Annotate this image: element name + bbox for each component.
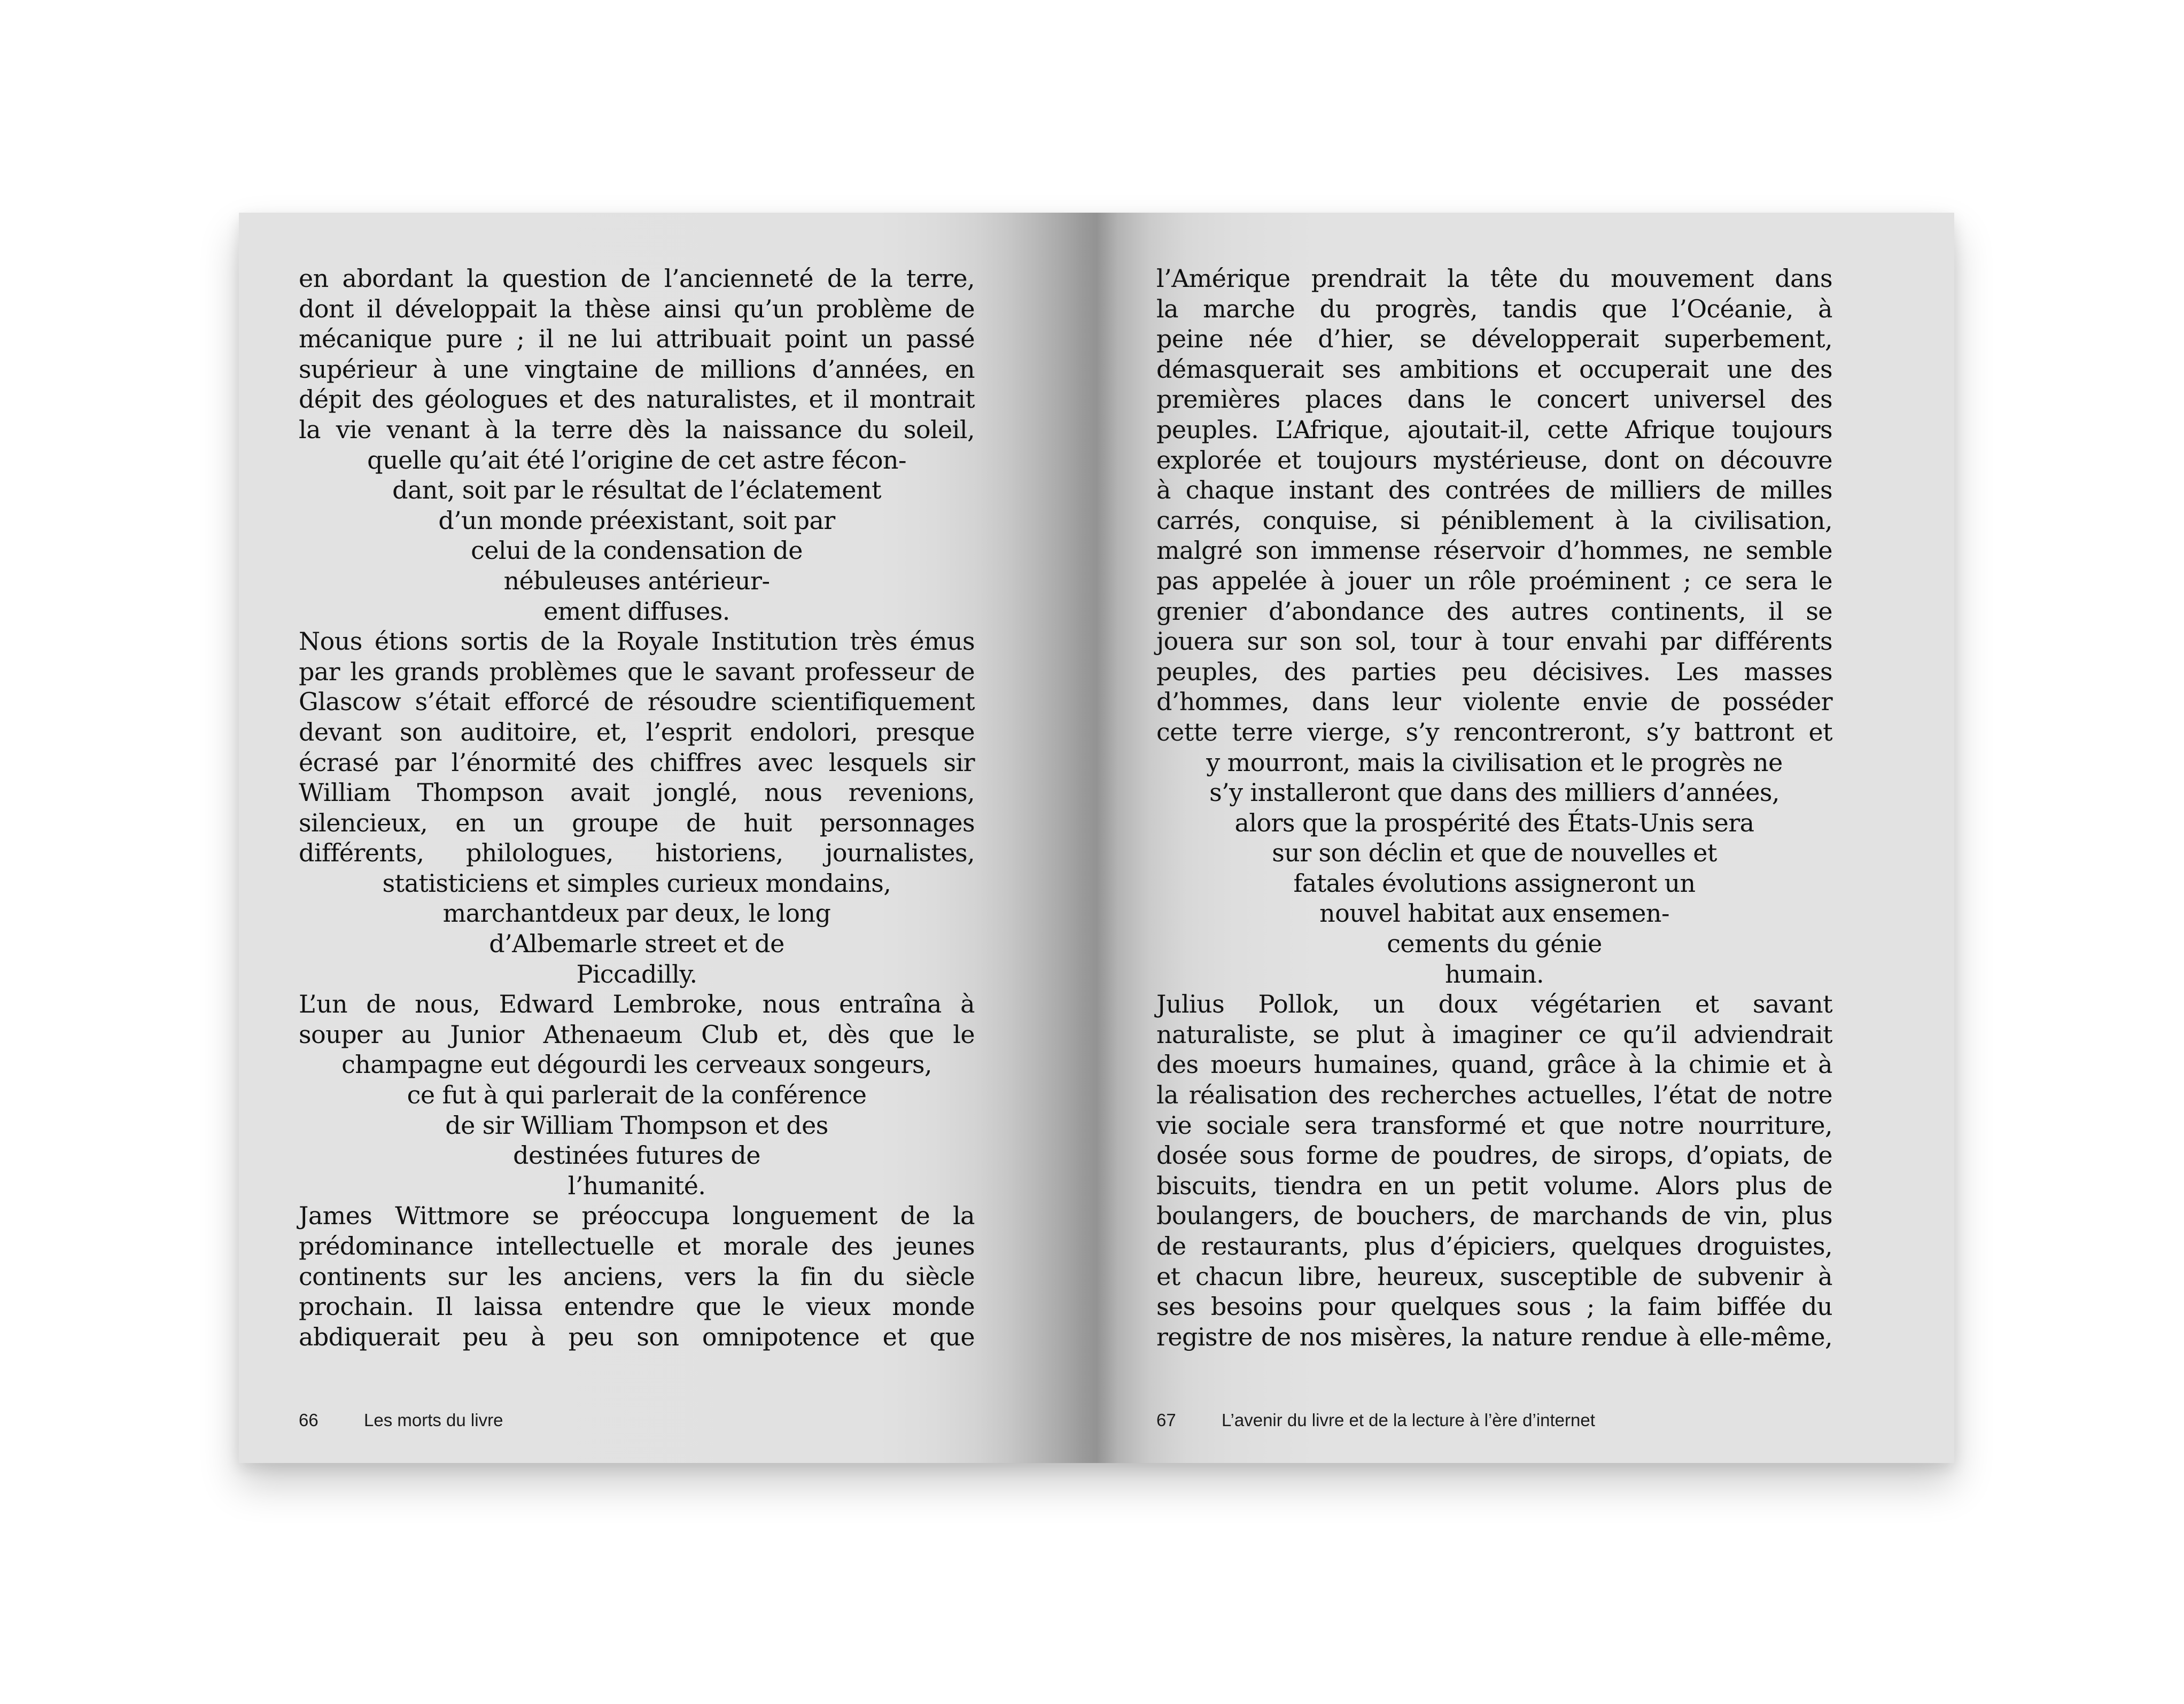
text-line: devant son auditoire, et, l’esprit endolori, presque: [299, 717, 975, 746]
text-line: à chaque instant des contrées de milliers de milles: [1156, 476, 1832, 505]
text-line: abdiquerait peu à peu son omnipotence et que: [299, 1322, 975, 1351]
text-line: registre de nos misères, la nature rendue à elle-même,: [1156, 1322, 1832, 1351]
text-line: d’Albemarle street et de: [489, 929, 784, 959]
text-line: pas appelée à jouer un rôle proéminent ; ce sera le: [1156, 566, 1832, 595]
text-line: démasquerait ses ambitions et occuperait une des: [1156, 354, 1832, 384]
text-line: et chacun libre, heureux, susceptible de subvenir à: [1156, 1262, 1832, 1291]
text-line: sur son déclin et que de nouvelles et: [1272, 838, 1717, 868]
page-number: 66: [299, 1410, 318, 1430]
text-line: peine née d’hier, se développerait superbement,: [1156, 324, 1832, 354]
text-line: en abordant la question de l’ancienneté de la terre,: [299, 264, 975, 293]
text-line: James Wittmore se préoccupa longuement de la: [299, 1201, 975, 1231]
text-line: la marche du progrès, tandis que l’Océanie, à: [1156, 294, 1832, 323]
text-line: ses besoins pour quelques sous ; la faim biffée du: [1156, 1292, 1832, 1321]
text-line: premières places dans le concert universel des: [1156, 385, 1832, 414]
text-line: de sir William Thompson et des: [445, 1110, 828, 1140]
text-line: dosée sous forme de poudres, de sirops, d’opiats, de: [1156, 1141, 1832, 1170]
text-line: Piccadilly.: [576, 959, 697, 989]
text-line: continents sur les anciens, vers la fin du siècle: [299, 1262, 975, 1291]
text-line: carrés, conquise, si péniblement à la civilisation,: [1156, 505, 1832, 535]
text-line: vie sociale sera transformé et que notre nourriture,: [1156, 1110, 1832, 1140]
text-line: prédominance intellectuelle et morale des jeunes: [299, 1232, 975, 1261]
text-line: d’hommes, dans leur violente envie de posséder: [1156, 687, 1832, 717]
text-line: ce fut à qui parlerait de la conférence: [407, 1080, 867, 1110]
text-line: L’un de nous, Edward Lembroke, nous entraîna à: [299, 990, 975, 1019]
page-number: 67: [1156, 1410, 1176, 1430]
text-line: Nous étions sortis de la Royale Institution très émus: [299, 627, 975, 656]
text-line: alors que la prospérité des États-Unis sera: [1234, 808, 1754, 837]
book-spread: [239, 213, 1954, 1463]
text-line: Julius Pollok, un doux végétarien et savant: [1156, 990, 1832, 1019]
text-line: cements du génie: [1387, 929, 1602, 959]
running-title: L’avenir du livre et de la lecture à l’ère d’internet: [1222, 1410, 1595, 1430]
text-line: l’Amérique prendrait la tête du mouvement dans: [1156, 264, 1832, 293]
text-line: jouera sur son sol, tour à tour envahi par différents: [1156, 627, 1832, 656]
right-page-folio: [1156, 1410, 1595, 1431]
text-line: la vie venant à la terre dès la naissance du soleil,: [299, 415, 975, 444]
text-line: marchantdeux par deux, le long: [442, 899, 831, 928]
text-line: écrasé par l’énormité des chiffres avec lesquels sir: [299, 748, 975, 777]
text-line: William Thompson avait jonglé, nous revenions,: [299, 778, 975, 807]
text-line: dépit des géologues et des naturalistes, et il montrait: [299, 385, 975, 414]
text-line: l’humanité.: [568, 1171, 706, 1200]
text-line: malgré son immense réservoir d’hommes, ne semble: [1156, 536, 1832, 565]
text-line: destinées futures de: [513, 1141, 760, 1170]
text-line: naturaliste, se plut à imaginer ce qu’il adviendrait: [1156, 1020, 1832, 1049]
text-line: dont il développait la thèse ainsi qu’un problème de: [299, 294, 975, 323]
text-line: de restaurants, plus d’épiciers, quelques droguistes,: [1156, 1232, 1832, 1261]
text-line: fatales évolutions assigneront un: [1293, 868, 1696, 898]
text-line: différents, philologues, historiens, journalistes,: [299, 838, 975, 868]
text-line: explorée et toujours mystérieuse, dont on découvre: [1156, 445, 1832, 474]
text-line: supérieur à une vingtaine de millions d’années, en: [299, 354, 975, 384]
text-line: grenier d’abondance des autres continents, il se: [1156, 596, 1832, 626]
text-line: champagne eut dégourdi les cerveaux songeurs,: [341, 1050, 932, 1079]
text-line: par les grands problèmes que le savant professeur de: [299, 657, 975, 686]
text-line: d’un monde préexistant, soit par: [438, 505, 835, 535]
running-title: Les morts du livre: [364, 1410, 503, 1430]
text-line: souper au Junior Athenaeum Club et, dès que le: [299, 1020, 975, 1049]
text-line: peuples. L’Afrique, ajoutait-il, cette Afrique toujours: [1156, 415, 1832, 444]
text-line: cette terre vierge, s’y rencontreront, s’y battront et: [1156, 717, 1832, 746]
text-line: boulangers, de bouchers, de marchands de vin, plus: [1156, 1201, 1832, 1231]
text-line: nébuleuses antérieur-: [503, 566, 770, 595]
right-page-text: [1156, 263, 1832, 1352]
text-line: peuples, des parties peu décisives. Les masses: [1156, 657, 1832, 686]
left-page-text: [299, 263, 975, 1352]
text-line: silencieux, en un groupe de huit personnages: [299, 808, 975, 837]
text-line: humain.: [1444, 959, 1544, 989]
text-line: dant, soit par le résultat de l’éclatement: [392, 476, 881, 505]
text-line: mécanique pure ; il ne lui attribuait point un passé: [299, 324, 975, 354]
text-line: des moeurs humaines, quand, grâce à la chimie et à: [1156, 1050, 1832, 1079]
right-page: [1097, 213, 1954, 1463]
text-line: ement diffuses.: [543, 596, 730, 626]
left-page-folio: [299, 1410, 503, 1431]
left-page: [239, 213, 1097, 1463]
text-line: y mourront, mais la civilisation et le progrès ne: [1206, 748, 1783, 777]
text-line: biscuits, tiendra en un petit volume. Alors plus de: [1156, 1171, 1832, 1200]
text-line: quelle qu’ait été l’origine de cet astre fécon-: [367, 445, 906, 474]
text-line: Glascow s’était efforcé de résoudre scientifiquement: [299, 687, 975, 717]
text-line: la réalisation des recherches actuelles, l’état de notre: [1156, 1080, 1832, 1110]
text-line: statisticiens et simples curieux mondains,: [382, 868, 891, 898]
text-line: s’y installeront que dans des milliers d’années,: [1209, 778, 1779, 807]
text-line: celui de la condensation de: [471, 536, 803, 565]
text-line: prochain. Il laissa entendre que le vieux monde: [299, 1292, 975, 1321]
text-line: nouvel habitat aux ensemen-: [1319, 899, 1669, 928]
